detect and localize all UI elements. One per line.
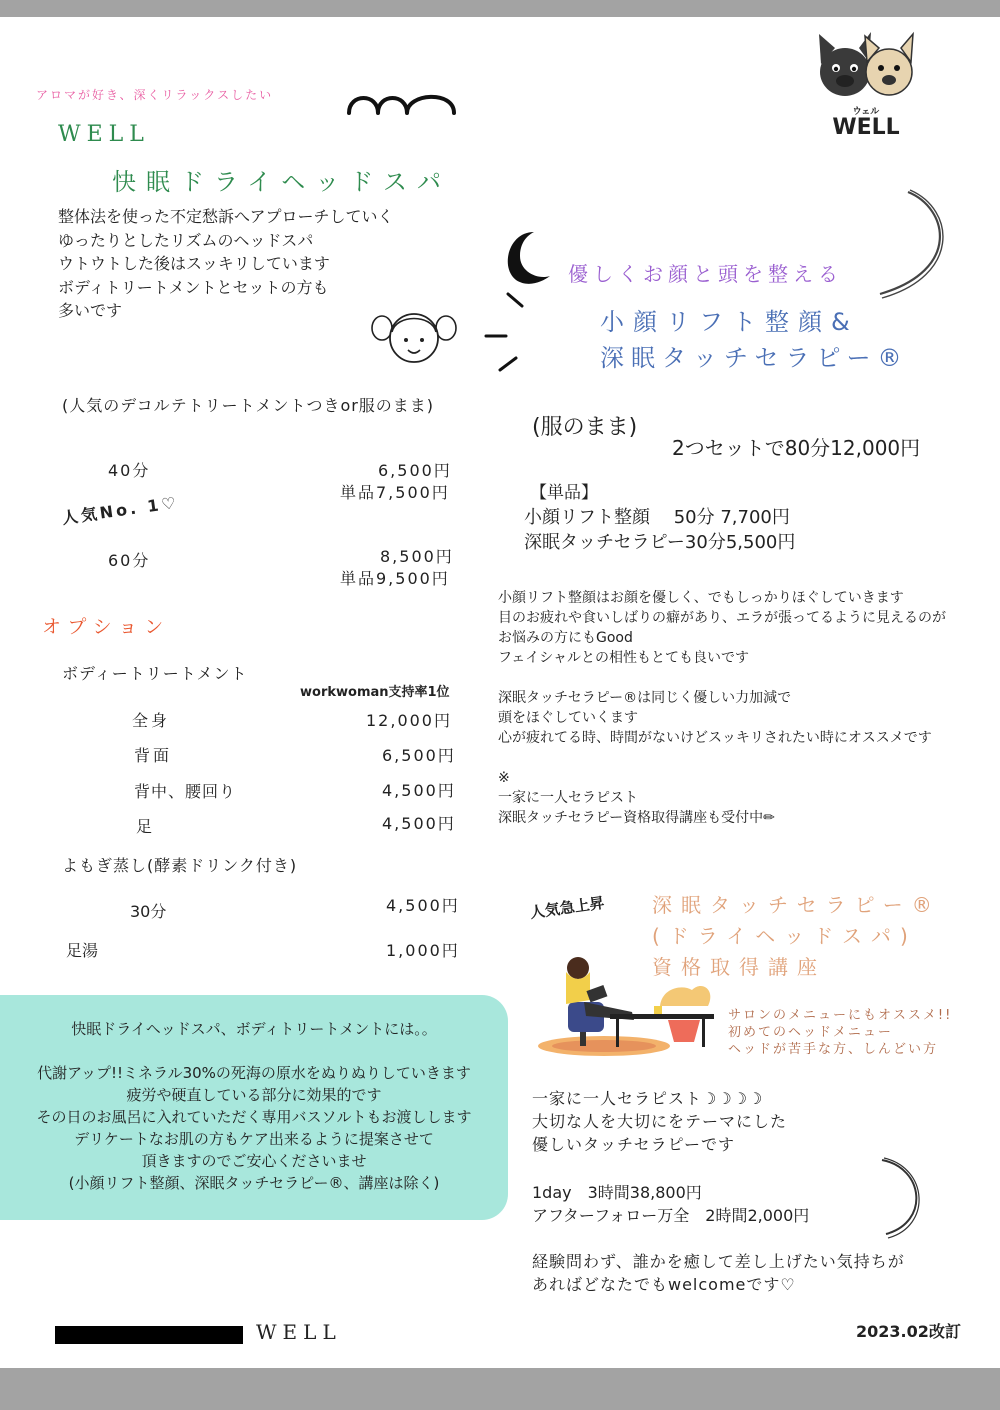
option-price-senaka: 4,500円 — [382, 781, 456, 800]
set-price: 2つセットで80分12,000円 — [672, 436, 921, 460]
body-treatment-title: ボディートリートメント — [62, 664, 248, 683]
crescent-small-icon — [876, 1154, 928, 1240]
note-text: (人気のデコルテトリートメントつきor服のまま) — [62, 396, 435, 415]
logo-small-text: ウェル — [852, 107, 880, 117]
bulldogs-icon — [815, 28, 917, 100]
options-heading: オプション — [42, 616, 171, 638]
bottom-bar — [0, 1368, 1000, 1410]
right-description: 小顔リフト整顔はお顔を優しく、でもしっかりほぐしていきます 目のお疲れや食いしばりの癖があり、エラが張ってるように見えるのが お悩みの方にもGood フェイシャルとの相性もとても良いです 深眠タッチセラピー®は同じく優しい力加減で 頭をほぐしていくます 心が疲れてる時、時間がないけどスッキリされたい時にオススメです ※ 一家に一人セラピスト 深眠タッチセラピー資格取得講座も受付中✏ — [498, 590, 946, 826]
ashiyu-price: 1,000円 — [386, 941, 460, 960]
course-notes: サロンのメニューにもオススメ!! 初めてのヘッドメニュー ヘッドが苦手な方、しんどい方 — [728, 1008, 953, 1057]
footer-black-bar — [55, 1326, 243, 1344]
price-60-label: 60分 — [108, 551, 151, 570]
course-title: 深眠タッチセラピー® (ドライヘッドスパ) 資格取得講座 — [652, 893, 941, 979]
right-title-1: 小顔リフト整顔& — [600, 308, 859, 336]
page-title: 快眠ドライヘッドスパ — [112, 168, 452, 196]
course-prices: 1day 3時間38,800円 アフターフォロー万全 2時間2,000円 — [532, 1183, 810, 1225]
brand-heading: WELL — [58, 122, 150, 147]
option-label-senaka: 背中、腰回り — [134, 782, 237, 801]
fuku-text: (服のまま) — [532, 415, 638, 440]
course-intro: 一家に一人セラピスト☽☽☽☽ 大切な人を大切にをテーマにした 優しいタッチセラピーです — [532, 1089, 788, 1154]
ashiyu-label: 足湯 — [66, 941, 99, 960]
well-logo — [815, 28, 917, 140]
moon-icon — [478, 224, 558, 384]
option-price-ashi: 4,500円 — [382, 814, 456, 833]
tagline: アロマが好き、深くリラックスしたい — [36, 88, 274, 102]
woman-laptop-illustration-icon — [532, 950, 722, 1058]
price-60-single: 単品9,500円 — [340, 569, 450, 588]
popular-badge: 人気No. 1♡ — [60, 492, 180, 528]
workwoman-badge: workwoman支持率1位 — [300, 685, 450, 700]
option-label-ashi: 足 — [136, 817, 153, 836]
yomogi-title: よもぎ蒸し(酵素ドリンク付き) — [62, 856, 298, 875]
revision-date: 2023.02改訂 — [856, 1322, 961, 1341]
crescent-outline-icon — [872, 186, 958, 302]
scallop-decoration-icon — [344, 88, 458, 116]
single-title: 【単品】 — [530, 483, 598, 503]
footer-brand: WELL — [256, 1320, 342, 1344]
single-item-1: 小顔リフト整顔 50分 7,700円 — [524, 507, 790, 528]
info-box-text: 快眠ドライヘッドスパ、ボディトリートメントには。。 代謝アップ!!ミネラル30%の死海の原水をぬりぬりしていきます 疲労や硬直している部分に効果的です その日のお風呂に入れていただく専用バスソルトもお渡しします デリケートなお肌の方もケア出来るように提案させて 頂きますのでご安心くださいませ (小顔リフト整顔、深眠タッチセラピー®、講座は除く) — [36, 1020, 472, 1192]
right-title-2: 深眠タッチセラピー® — [600, 344, 909, 372]
intro-text: 整体法を使った不定愁訴へアプローチしていく ゆったりとしたリズムのヘッドスパ ウトウトした後はスッキリしています ボディトリートメントとセットの方も 多いです — [58, 207, 394, 320]
price-40-single: 単品7,500円 — [340, 483, 450, 502]
girl-face-icon — [370, 304, 458, 366]
yomogi-price: 4,500円 — [386, 896, 460, 915]
top-bar — [0, 0, 1000, 17]
single-item-2: 深眠タッチセラピー30分5,500円 — [524, 532, 796, 553]
option-price-haimen: 6,500円 — [382, 746, 456, 765]
option-price-zenshin: 12,000円 — [366, 711, 452, 730]
price-40-label: 40分 — [108, 461, 151, 480]
yomogi-label: 30分 — [130, 902, 167, 921]
right-subtitle: 優しくお顔と頭を整える — [568, 262, 843, 286]
course-closing: 経験問わず、誰かを癒して差し上げたい気持ちが あればどなたでもwelcomeです♡ — [532, 1252, 905, 1294]
trending-badge: 人気急上昇 — [528, 893, 606, 922]
price-40-value: 6,500円 — [378, 461, 452, 480]
option-label-haimen: 背面 — [134, 746, 173, 765]
option-label-zenshin: 全身 — [132, 711, 171, 730]
price-60-value: 8,500円 — [380, 547, 454, 566]
logo-brand: WELL — [832, 115, 900, 140]
